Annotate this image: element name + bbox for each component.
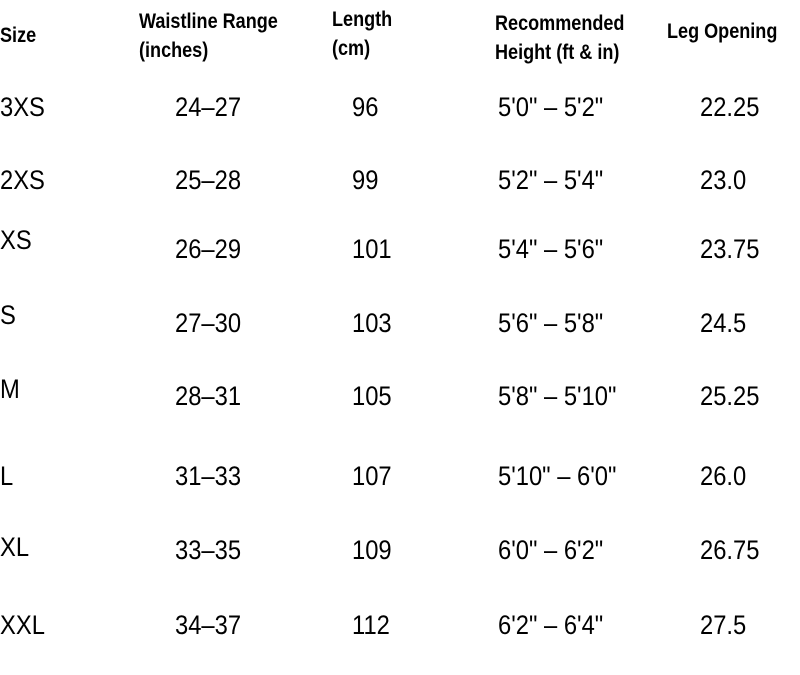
cell-leg: 26.75	[700, 535, 760, 565]
cell-length: 107	[352, 461, 392, 491]
header-leg-opening	[667, 17, 777, 46]
cell-height: 5'0" – 5'2"	[498, 92, 604, 122]
cell-size: 3XS	[0, 92, 45, 122]
header-recommended-height-line-1: Recommended	[495, 12, 625, 35]
cell-leg: 24.5	[700, 308, 747, 338]
cell-waist: 31–33	[175, 461, 242, 491]
cell-size: 2XS	[0, 165, 45, 195]
cell-waist: 27–30	[175, 308, 242, 338]
header-length	[332, 5, 392, 63]
cell-length: 96	[352, 92, 379, 122]
cell-height: 5'8" – 5'10"	[498, 381, 617, 411]
cell-length: 101	[352, 234, 392, 264]
cell-leg: 27.5	[700, 610, 747, 640]
cell-leg: 23.0	[700, 165, 747, 195]
cell-size: L	[0, 461, 14, 491]
cell-waist: 34–37	[175, 610, 242, 640]
cell-length: 103	[352, 308, 392, 338]
cell-leg: 22.25	[700, 92, 760, 122]
header-size-line-1: Size	[0, 24, 37, 47]
cell-leg: 23.75	[700, 234, 760, 264]
cell-length: 105	[352, 381, 392, 411]
cell-waist: 28–31	[175, 381, 242, 411]
cell-leg: 26.0	[700, 461, 747, 491]
table-row	[0, 605, 800, 645]
header-waistline-range-line-2: (inches)	[139, 39, 209, 62]
cell-size: XXL	[0, 610, 45, 640]
cell-height: 5'4" – 5'6"	[498, 234, 604, 264]
cell-waist: 33–35	[175, 535, 242, 565]
cell-length: 112	[352, 610, 390, 640]
header-waistline-range-line-1: Waistline Range	[139, 10, 278, 33]
table-row	[0, 456, 800, 496]
header-recommended-height	[495, 9, 624, 67]
cell-size: M	[0, 374, 20, 404]
table-row	[0, 376, 800, 416]
header-leg-opening-line-1: Leg Opening	[667, 20, 778, 43]
cell-waist: 24–27	[175, 92, 242, 122]
cell-length: 99	[352, 165, 379, 195]
header-length-line-1: Length	[332, 8, 393, 31]
table-row	[0, 225, 800, 269]
table-row	[0, 87, 800, 127]
header-recommended-height-line-2: Height (ft & in)	[495, 41, 620, 64]
cell-height: 5'6" – 5'8"	[498, 308, 604, 338]
cell-height: 6'2" – 6'4"	[498, 610, 604, 640]
cell-size: XL	[0, 532, 30, 562]
table-row	[0, 300, 800, 343]
cell-length: 109	[352, 535, 392, 565]
cell-height: 5'10" – 6'0"	[498, 461, 617, 491]
header-size	[0, 21, 36, 50]
cell-leg: 25.25	[700, 381, 760, 411]
cell-size: S	[0, 300, 16, 330]
cell-waist: 25–28	[175, 165, 242, 195]
header-waistline-range	[139, 7, 278, 65]
cell-waist: 26–29	[175, 234, 242, 264]
header-length-line-2: (cm)	[332, 37, 371, 60]
cell-height: 6'0" – 6'2"	[498, 535, 604, 565]
table-row	[0, 160, 800, 200]
cell-height: 5'2" – 5'4"	[498, 165, 604, 195]
cell-size: XS	[0, 225, 32, 255]
table-row	[0, 530, 800, 570]
